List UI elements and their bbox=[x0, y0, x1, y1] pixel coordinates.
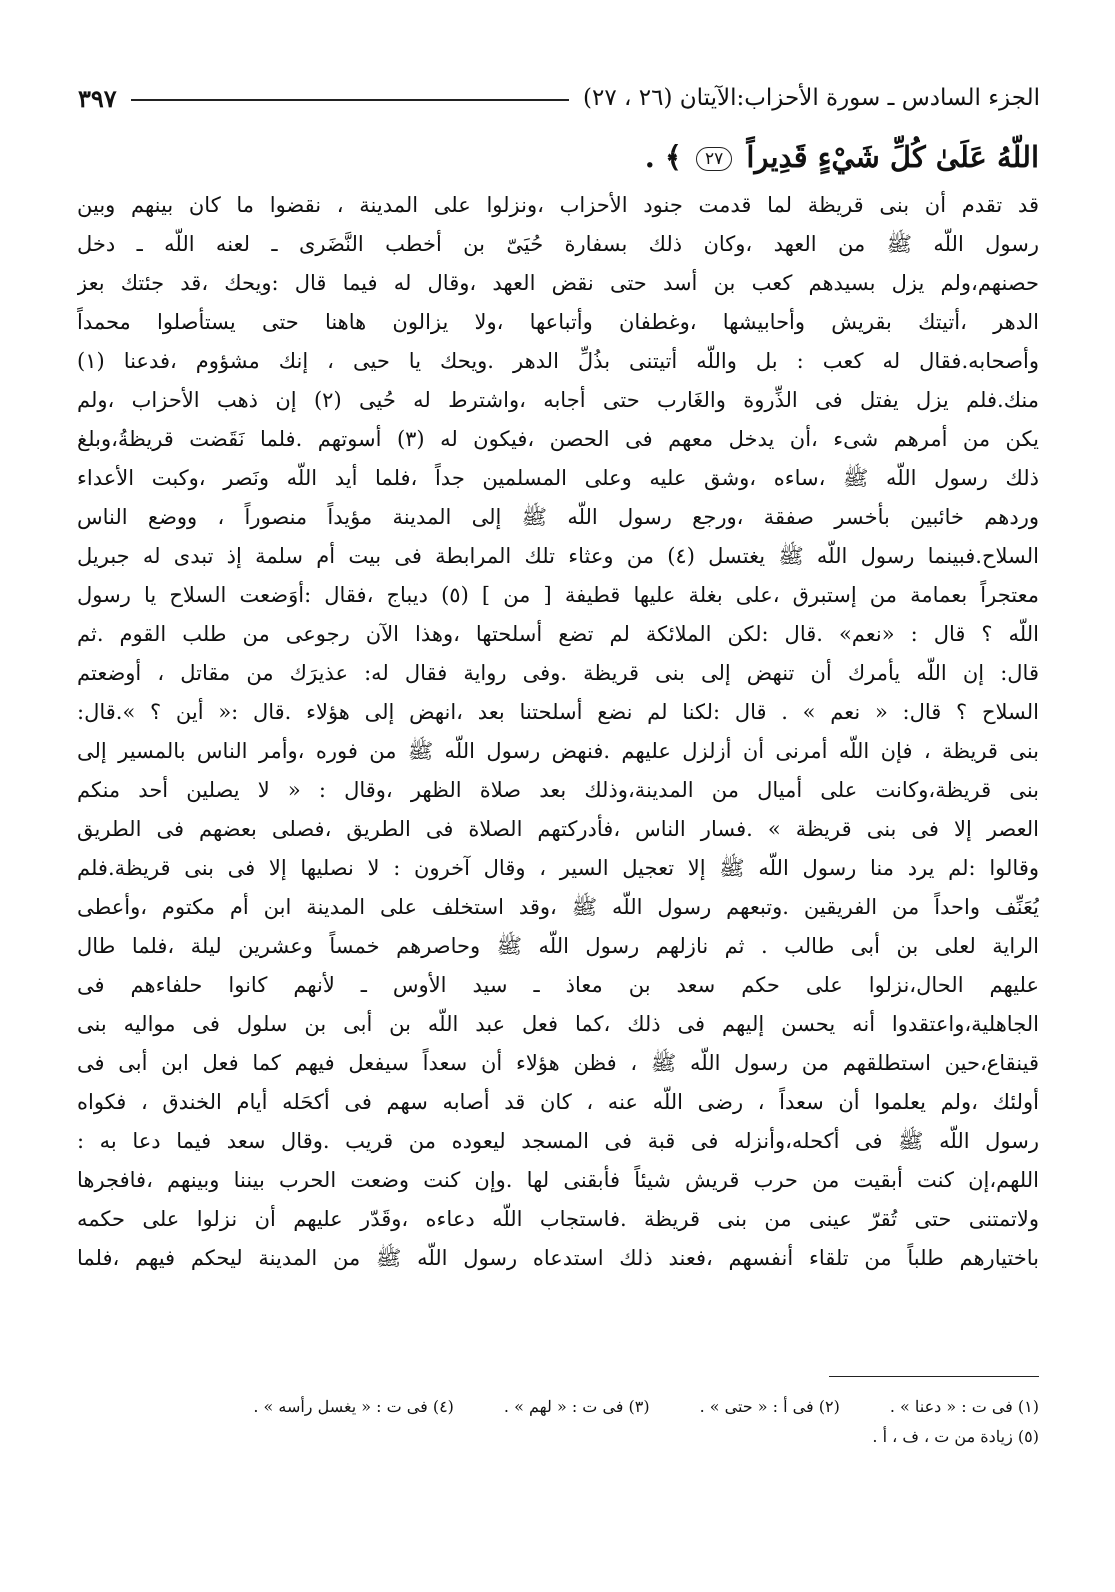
ayah-number-badge: ٢٧ bbox=[696, 147, 732, 171]
body-line: السلاح.فبينما رسول اللّه ﷺ يغتسل (٤) من وعثاء تلك المرابطة فى بيت أم سلمة إذ تبدى له جبريل bbox=[77, 544, 1039, 568]
body-line: السلاح ؟ قال: « نعم » . قال :لكنا لم نضع أسلحتنا بعد ،انهض إلى هؤلاء .قال :« أين ؟ ».قال: bbox=[77, 700, 1039, 724]
body-line: رسول اللّه ﷺ فى أكحله،وأنزله فى قبة فى المسجد ليعوده من قريب .وقال سعد فيما دعا به : bbox=[77, 1129, 1039, 1153]
body-line: رسول اللّه ﷺ من العهد ،وكان ذلك بسفارة حُيَىّ بن أخطب النَّضَرى ـ لعنه اللّه ـ دخل bbox=[77, 232, 1039, 256]
page-number: ٣٩٧ bbox=[78, 83, 117, 113]
body-line: العصر إلا فى بنى قريظة » .فسار الناس ،فأدركتهم الصلاة فى الطريق ،فصلى بعضهم فى الطريق bbox=[77, 817, 1039, 841]
body-line: يكن من أمرهم شىء ،أن يدخل معهم فى الحصن ،فيكون له (٣) أسوتهم .فلما نَقَضت قريظةُ،وبلغ bbox=[77, 427, 1039, 451]
running-header bbox=[78, 78, 1040, 118]
body-line: الجاهلية،واعتقدوا أنه يحسن إليهم فى ذلك ،كما فعل عبد اللّه بن أبى بن سلول فى مواليه بنى bbox=[77, 1012, 1039, 1036]
footnote-item: (٥) زيادة من ت ، ف ، أ . bbox=[872, 1427, 1039, 1446]
footnote-row bbox=[77, 1392, 1039, 1422]
body-line: الراية لعلى بن أبى طالب . ثم نازلهم رسول اللّه ﷺ وحاصرهم خمساً وعشرين ليلة ،فلما طال bbox=[77, 934, 1039, 958]
header-title: الجزء السادس ـ سورة الأحزاب:الآيتان (٢٦ ، ٢٧) bbox=[583, 85, 1040, 111]
quran-verse bbox=[77, 132, 1039, 182]
body-line: وردهم خائبين بأخسر صفقة ،ورجع رسول اللّه ﷺ إلى المدينة مؤيداً منصوراً ، ووضع الناس bbox=[77, 505, 1039, 529]
footnote-item: (٤) فى ت : « يغسل رأسه » . bbox=[253, 1397, 454, 1416]
commentary-body bbox=[77, 186, 1039, 1278]
body-line: قينقاع،حين استطلقهم من رسول اللّه ﷺ ، فظن هؤلاء أن سعداً سيفعل فيهم كما فعل ابن أبى فى bbox=[77, 1051, 1039, 1075]
body-line: بنى قريظة ، فإن اللّه أمرنى أن أزلزل عليهم .فنهض رسول اللّه ﷺ من فوره ،وأمر الناس بالمسير إلى bbox=[77, 739, 1039, 763]
body-line: منك.فلم يزل يفتل فى الذِّروة والغَارب حتى أجابه ،واشترط له حُيى (٢) إن ذهب الأحزاب ،ولم bbox=[77, 388, 1039, 412]
body-line: أولئك ،ولم يعلموا أن سعداً ، رضى اللّه عنه ، كان قد أصابه سهم فى أكحَله أيام الخندق ، فكواه bbox=[77, 1090, 1039, 1114]
footnote-item: (١) فى ت : « دعنا » . bbox=[889, 1397, 1039, 1416]
body-line: وأصحابه.فقال له كعب : بل واللّه أتيتنى بذُلِّ الدهر .ويحك يا حيى ، إنك مشؤوم ،فدعنا (١) bbox=[77, 349, 1039, 373]
header-rule bbox=[131, 99, 569, 101]
body-line: ذلك رسول اللّه ﷺ ،ساءه ،وشق عليه وعلى المسلمين جداً ،فلما أيد اللّه ونَصر ،وكبت الأعداء bbox=[77, 466, 1039, 490]
body-line: قال: إن اللّه يأمرك أن تنهض إلى بنى قريظة .وفى رواية فقال له: عذيرَك من مقاتل ، أوضعتم bbox=[77, 661, 1039, 685]
footnote-item: (٣) فى ت : « لهم » . bbox=[503, 1397, 650, 1416]
verse-closing-bracket: ﴾ . bbox=[644, 140, 682, 174]
body-line: قد تقدم أن بنى قريظة لما قدمت جنود الأحزاب ،ونزلوا على المدينة ، نقضوا ما كان بينهم وبين bbox=[77, 193, 1039, 217]
body-line: اللهم،إن كنت أبقيت من حرب قريش شيئاً فأبقنى لها .وإن كنت وضعت الحرب بيننا وبينهم ،فافجرها bbox=[77, 1168, 1039, 1192]
body-line: وقالوا :لم يرد منا رسول اللّه ﷺ إلا تعجيل السير ، وقال آخرون : لا نصليها إلا فى بنى قريظة.فلم bbox=[77, 856, 1039, 880]
body-line: بنى قريظة،وكانت على أميال من المدينة،وذلك بعد صلاة الظهر ،وقال : « لا يصلين أحد منكم bbox=[77, 778, 1039, 802]
footnotes bbox=[77, 1392, 1039, 1452]
body-line: معتجراً بعمامة من إستبرق ،على بغلة عليها قطيفة [ من ] (٥) ديباج ،فقال :أوَضعت السلاح يا رسول bbox=[77, 583, 1039, 607]
body-line: اللّه ؟ قال : «نعم» .قال :لكن الملائكة لم تضع أسلحتها ،وهذا الآن رجوعى من طلب القوم .ثم bbox=[77, 622, 1039, 646]
body-line: الدهر ،أتيتك بقريش وأحابيشها ،وغطفان وأتباعها ،ولا يزالون هاهنا حتى يستأصلوا محمداً bbox=[77, 310, 1039, 334]
body-line: يُعَنِّف واحداً من الفريقين .وتبعهم رسول اللّه ﷺ ،وقد استخلف على المدينة ابن أم مكتوم ،وأعطى bbox=[77, 895, 1039, 919]
verse-text: اللّهُ عَلَىٰ كُلِّ شَيْءٍ قَدِيراً bbox=[746, 140, 1039, 174]
footnote-separator bbox=[829, 1376, 1039, 1377]
body-line: عليهم الحال،نزلوا على حكم سعد بن معاذ ـ سيد الأوس ـ لأنهم كانوا حلفاءهم فى bbox=[77, 973, 1039, 997]
footnote-item: (٢) فى أ : « حتى » . bbox=[699, 1397, 840, 1416]
footnote-row bbox=[77, 1422, 1039, 1452]
body-line: باختيارهم طلباً من تلقاء أنفسهم ،فعند ذلك استدعاه رسول اللّه ﷺ من المدينة ليحكم فيهم ،فلما bbox=[77, 1246, 1039, 1270]
body-line: حصنهم،ولم يزل بسيدهم كعب بن أسد حتى نقض العهد ،وقال له فيما قال :ويحك ،قد جئتك بعز bbox=[77, 271, 1039, 295]
body-line: ولاتمتنى حتى تُقرّ عينى من بنى قريظة .فاستجاب اللّه دعاءه ،وقَدّر عليهم أن نزلوا على حكمه bbox=[77, 1207, 1039, 1231]
